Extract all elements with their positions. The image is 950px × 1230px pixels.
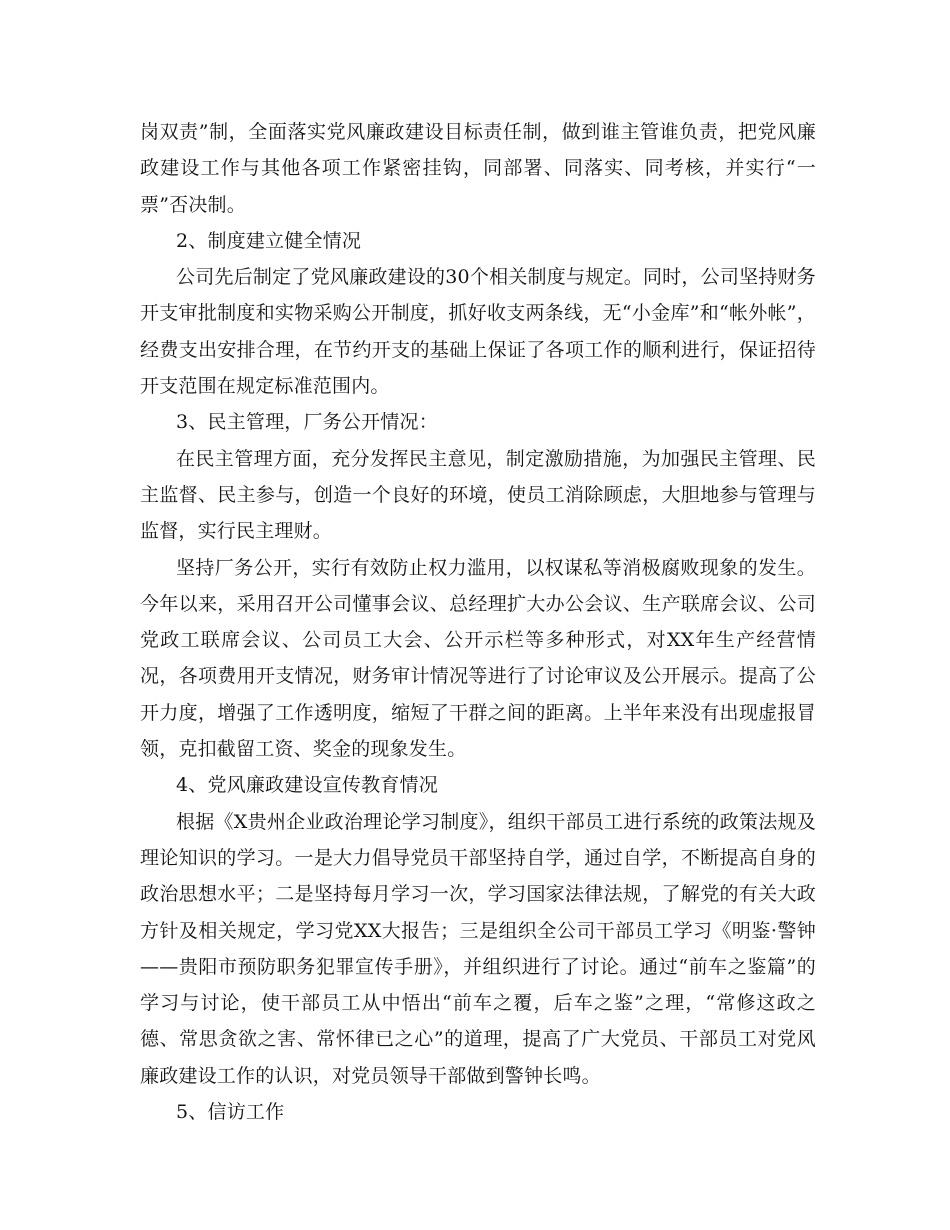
paragraph-system-construction: 公司先后制定了党风廉政建设的30个相关制度与规定。同时，公司坚持财务开支审批制度和实物采购公开制度，抓好收支两条线，无“小金库”和“帐外帐”，经费支出安排合理，在节约开支的基础上保证了各项工作的顺利进行，保证招待开支范围在规定标准范围内。 [140, 266, 816, 398]
section-heading-5: 5、信访工作 [176, 1101, 285, 1124]
document-body [140, 114, 816, 1130]
paragraph-factory-affairs-disclosure: 坚持厂务公开，实行有效防止权力滥用，以权谋私等消极腐败现象的发生。今年以来，采用召开公司懂事会议、总经理扩大办公会议、生产联席会议、公司党政工联席会议、公司员工大会、公开示栏等多种形式，对XX年生产经营情况，各项费用开支情况，财务审计情况等进行了讨论审议及公开展示。提高了公开力度，增强了工作透明度，缩短了干群之间的距离。上半年来没有出现虚报冒领，克扣截留工资、奖金的现象发生。 [140, 556, 816, 761]
paragraph-publicity-education: 根据《X贵州企业政治理论学习制度》，组织干部员工进行系统的政策法规及理论知识的学习。一是大力倡导党员干部坚持自学，通过自学，不断提高自身的政治思想水平；二是坚持每月学习一次，学习国家法律法规，了解党的有关大政方针及相关规定，学习党XX大报告；三是组织全公司干部员工学习《明鉴·警钟——贵阳市预防职务犯罪宣传手册》，并组织进行了讨论。通过“前车之鉴篇”的学习与讨论，使干部员工从中悟出“前车之覆，后车之鉴”之理，“常修这政之德、常思贪欲之害、常怀律已之心”的道理，提高了广大党员、干部员工对党风廉政建设工作的认识，对党员领导干部做到警钟长鸣。 [140, 810, 816, 1087]
paragraph-democratic-management: 在民主管理方面，充分发挥民主意见，制定激励措施，为加强民主管理、民主监督、民主参与，创造一个良好的环境，使员工消除顾虑，大胆地参与管理与监督，实行民主理财。 [140, 447, 816, 543]
section-heading-4: 4、党风廉政建设宣传教育情况 [176, 774, 438, 797]
paragraph-continuation: 岗双责”制，全面落实党风廉政建设目标责任制，做到谁主管谁负责，把党风廉政建设工作与其他各项工作紧密挂钩，同部署、同落实、同考核，并实行“一票”否决制。 [140, 121, 816, 216]
section-heading-3: 3、民主管理，厂务公开情况： [176, 411, 438, 434]
section-heading-2: 2、制度建立健全情况 [176, 229, 362, 252]
